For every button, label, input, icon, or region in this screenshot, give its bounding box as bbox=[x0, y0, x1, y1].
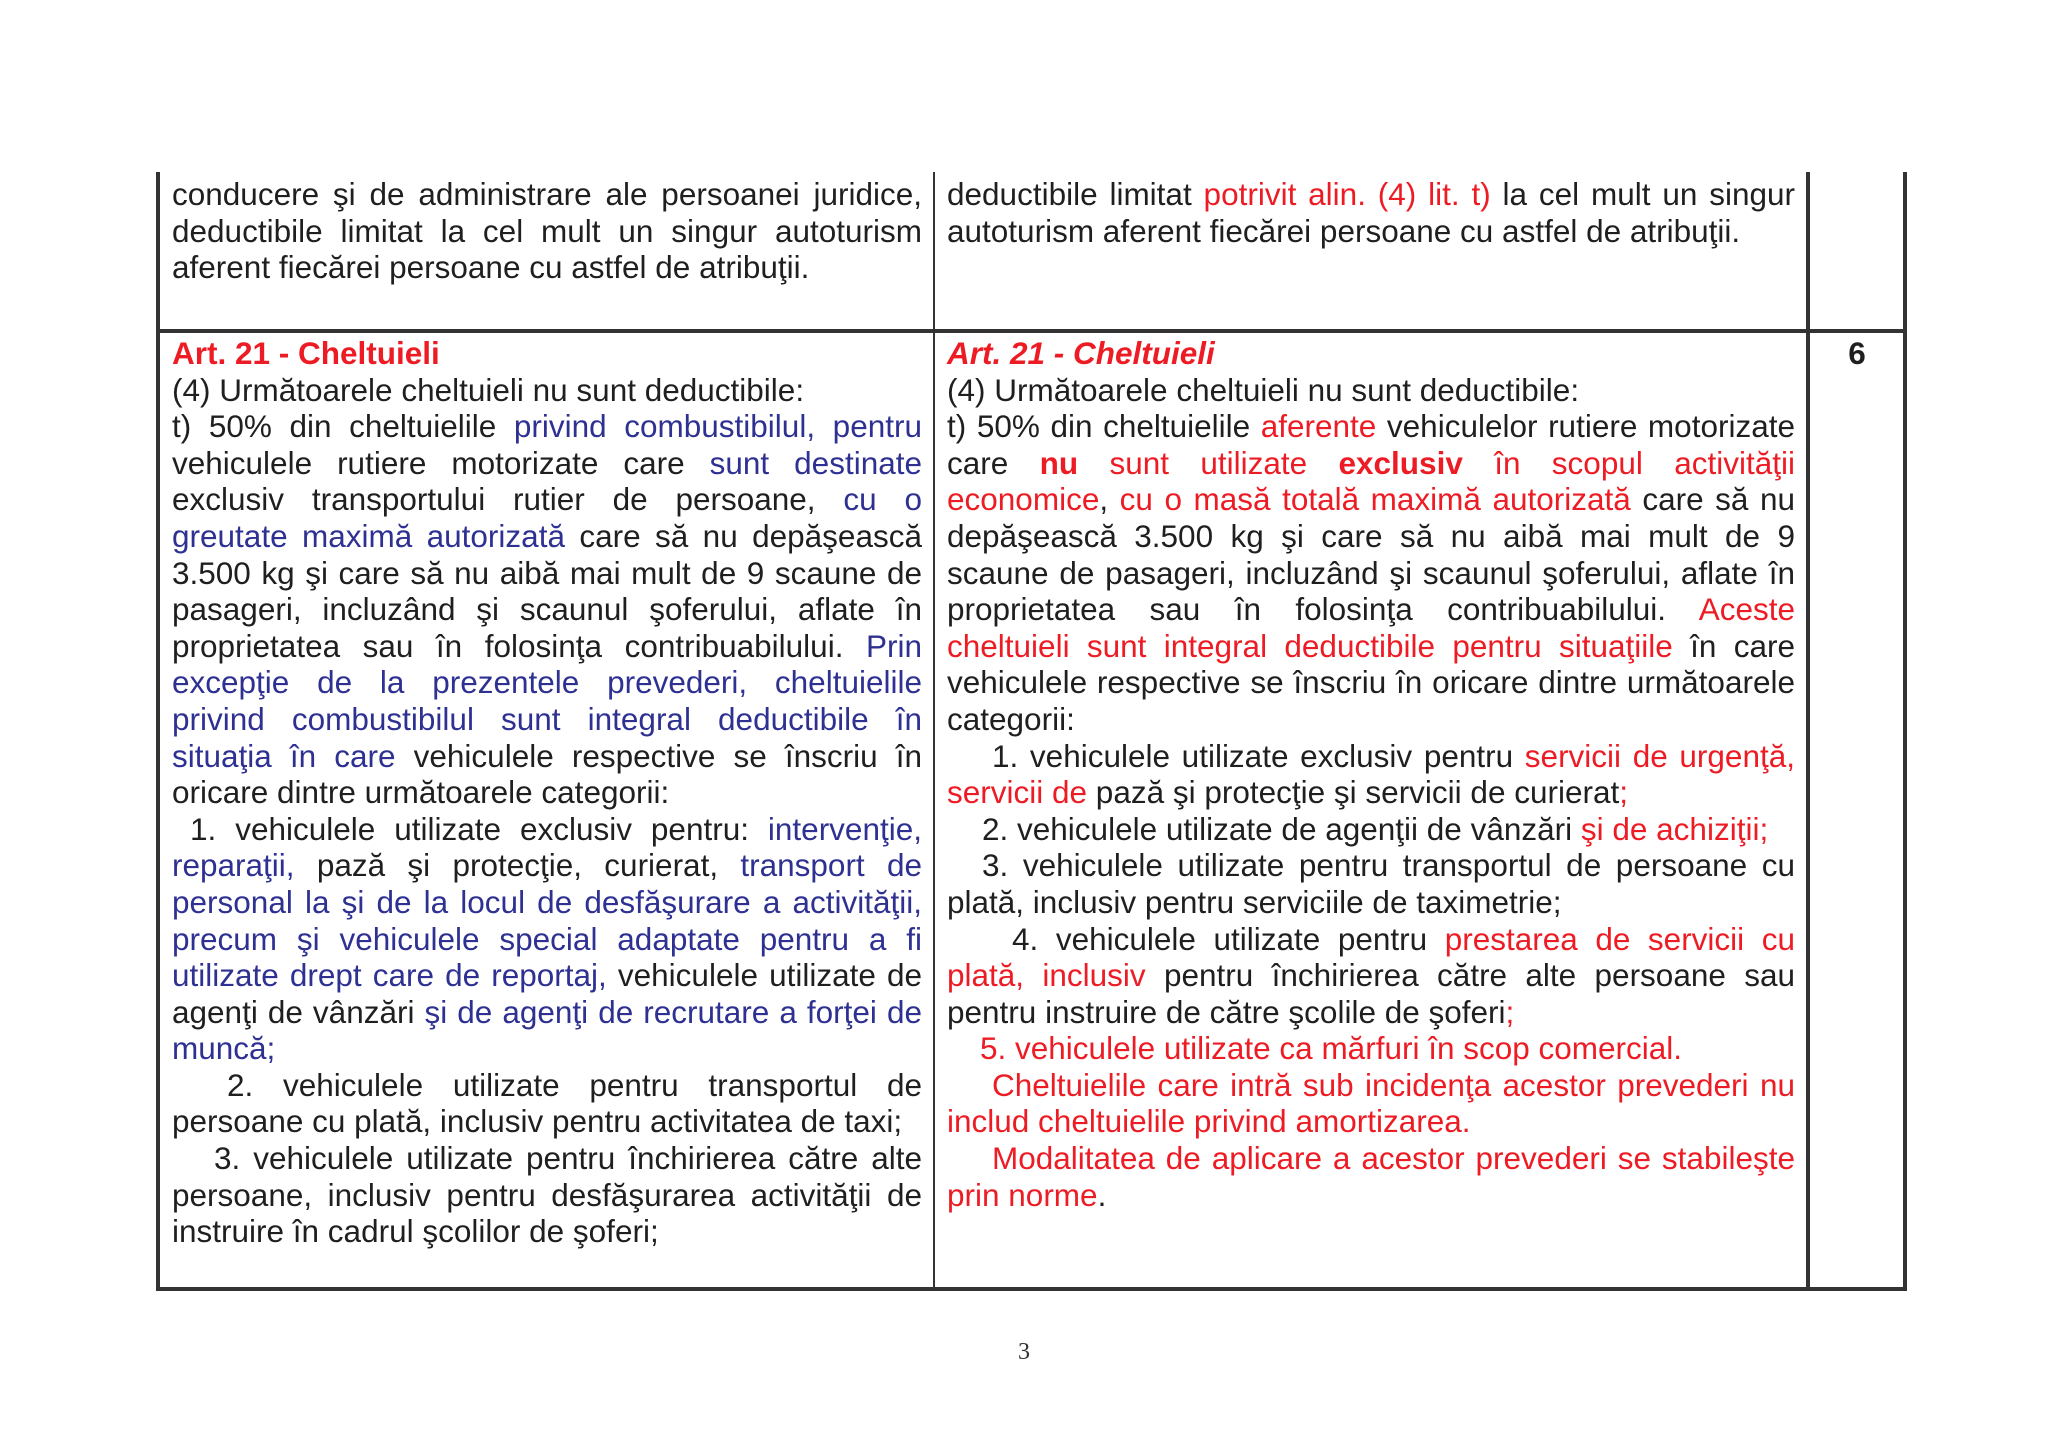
text-run: . bbox=[1097, 1176, 1107, 1213]
letter-t-paragraph bbox=[947, 408, 1795, 737]
text-run: 1. vehiculele utilizate exclusiv pentru: bbox=[190, 810, 768, 847]
text-run: pază şi protecţie şi servicii de curierat bbox=[1087, 774, 1620, 811]
highlighted-text: transport de personal la şi de la locul de desfăşurare a activităţii, precum şi vehiculele special adaptate pentru a fi utilizate drept care de reportaj, bbox=[172, 847, 922, 994]
highlighted-text: sunt destinate bbox=[709, 444, 923, 481]
amended-text: aferente bbox=[1260, 408, 1377, 445]
current-law-cell bbox=[158, 172, 934, 331]
letter-t-paragraph bbox=[172, 408, 922, 811]
text-run: vehiculelor rutiere motorizate care bbox=[947, 408, 1795, 481]
list-item: 3. vehiculele utilizate pentru închirierea către alte persoane, inclusiv pentru desfăşurarea activităţii de instruire în cadrul şcolilor de şoferi; bbox=[172, 1140, 922, 1250]
amended-text: Modalitatea de aplicare a acestor prevederi se stabileşte prin norme bbox=[947, 1140, 1795, 1213]
row-number: 6 bbox=[1848, 335, 1866, 371]
table-row bbox=[158, 331, 1905, 1289]
table-row bbox=[158, 172, 1905, 331]
amended-text: în scopul activităţii economice bbox=[947, 444, 1795, 518]
text-run: , bbox=[1099, 481, 1120, 518]
cell-text: deductibile limitat bbox=[947, 176, 1204, 212]
text-run: t) 50% din cheltuielile bbox=[172, 408, 514, 445]
text-run: pentru închirierea către alte persoane sau pentru instruire de către şcolile de şoferi bbox=[947, 957, 1795, 1030]
cell-text: conducere şi de administrare ale persoanei juridice, deductibile limitat la cel mult un singur autoturism aferent fiecărei persoane cu astfel de atribuţii. bbox=[172, 176, 922, 286]
text-run: vehiculele respective se înscriu în oricare dintre următoarele categorii: bbox=[172, 737, 922, 811]
text-run: pază şi protecţie, curierat, bbox=[294, 847, 741, 884]
amended-text: exclusiv bbox=[1338, 444, 1463, 481]
text-run: vehiculele rutiere motorizate care bbox=[172, 444, 710, 481]
highlighted-text: cu o greutate maximă autorizată bbox=[172, 481, 922, 554]
list-item bbox=[947, 738, 1795, 811]
text-run: vehiculele utilizate de agenţi de vânzări bbox=[172, 957, 922, 1030]
text-run: 2. vehiculele utilizate de agenţii de vânzări bbox=[982, 810, 1581, 847]
amended-text: şi de achiziţii; bbox=[1580, 810, 1769, 847]
amended-text: prestarea de servicii cu plată, inclusiv bbox=[947, 920, 1795, 994]
cell-text: la cel mult un singur autoturism aferent fiecărei persoane cu astfel de atribuţii. bbox=[947, 176, 1796, 249]
list-item: 5. vehiculele utilizate ca mărfuri în scop comercial. bbox=[980, 1030, 1683, 1067]
page-number: 3 bbox=[1018, 1339, 1030, 1365]
amended-text: Aceste cheltuieli sunt integral deductibile pentru situaţiile bbox=[947, 591, 1795, 664]
list-item bbox=[947, 811, 1795, 848]
text-run: în care vehiculele respective se înscriu în oricare dintre următoarele categorii: bbox=[947, 627, 1795, 737]
list-item: 3. vehiculele utilizate pentru transportul de persoane cu plată, inclusiv pentru serviciile de taximetrie; bbox=[947, 847, 1795, 920]
highlighted-text: şi de agenţi de recrutare a forţei de muncă; bbox=[172, 993, 922, 1067]
highlighted-text: Prin excepţie de la prezentele prevederi, cheltuielile privind combustibilul sunt integral deductibile în situaţia în care bbox=[172, 627, 922, 774]
text-run: 4. vehiculele utilizate pentru bbox=[1012, 920, 1445, 957]
article-title: Art. 21 - Cheltuieli bbox=[947, 335, 1215, 371]
paragraph: Cheltuielile care intră sub incidenţa acestor prevederi nu includ cheltuielile privind amortizarea. bbox=[947, 1066, 1795, 1140]
row-number-cell bbox=[1808, 331, 1905, 1289]
amended-text: nu bbox=[1039, 444, 1079, 481]
paragraph-intro: (4) Următoarele cheltuieli nu sunt deductibile: bbox=[172, 371, 805, 408]
text-run: t) 50% din cheltuielile bbox=[947, 408, 1261, 445]
amended-text: sunt utilizate bbox=[1078, 444, 1339, 481]
text-run: exclusiv transportului rutier de persoane, bbox=[172, 481, 844, 518]
amended-text: ; bbox=[1619, 774, 1629, 811]
paragraph bbox=[947, 1140, 1795, 1213]
list-item: 2. vehiculele utilizate pentru transportul de persoane cu plată, inclusiv pentru activitatea de taxi; bbox=[172, 1066, 922, 1140]
text-run: 1. vehiculele utilizate exclusiv pentru bbox=[992, 737, 1525, 774]
row-number-cell bbox=[1808, 172, 1905, 331]
proposed-law-cell bbox=[934, 172, 1808, 331]
list-item bbox=[172, 811, 922, 1067]
article-title: Art. 21 - Cheltuieli bbox=[172, 335, 440, 371]
comparison-table bbox=[156, 172, 1907, 1291]
amended-text: potrivit alin. (4) lit. t) bbox=[1203, 176, 1491, 212]
highlighted-text: privind combustibilul, pentru bbox=[513, 408, 922, 445]
amended-text: cu o masă totală maximă autorizată bbox=[1119, 481, 1631, 518]
list-item bbox=[947, 921, 1795, 1031]
text-run: care să nu depăşească 3.500 kg şi care să nu aibă mai mult de 9 scaune de pasageri, incluzând şi scaunul şoferului, aflate în proprietatea sau în folosinţa contribuabilului. bbox=[172, 517, 922, 664]
amended-text: ; bbox=[1505, 993, 1515, 1030]
current-law-cell bbox=[158, 331, 934, 1289]
highlighted-text: intervenţie, reparaţii, bbox=[172, 810, 922, 884]
amended-text: servicii de urgenţă, servicii de bbox=[947, 737, 1795, 811]
proposed-law-cell bbox=[934, 331, 1808, 1289]
paragraph-intro: (4) Următoarele cheltuieli nu sunt deductibile: bbox=[947, 371, 1580, 408]
text-run: care să nu depăşească 3.500 kg şi care să nu aibă mai mult de 9 scaune de pasageri, incluzând şi scaunul şoferului, aflate în proprietatea sau în folosinţa contribuabilului. bbox=[947, 481, 1795, 628]
